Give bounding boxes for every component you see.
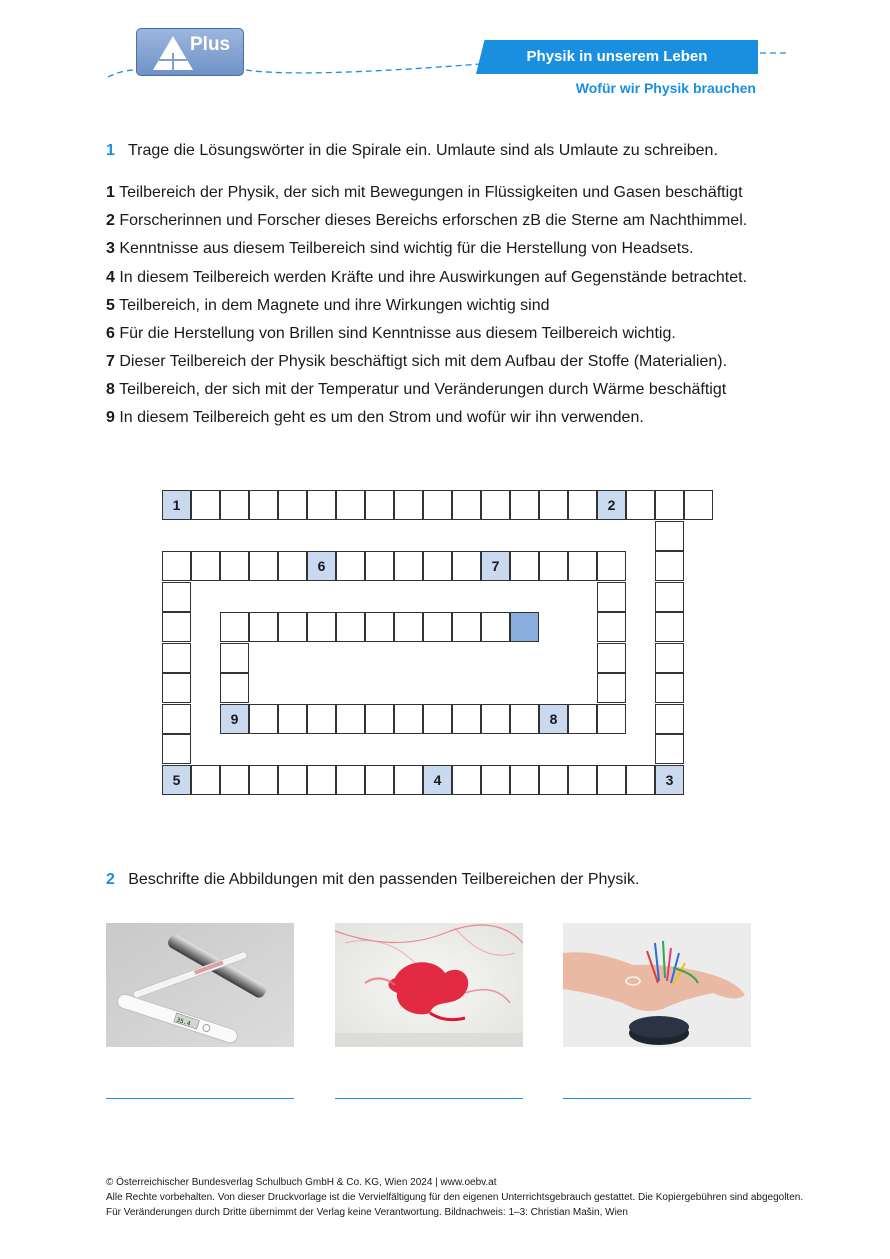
grid-cell-4[interactable]: 4 (423, 765, 452, 795)
grid-cell[interactable] (568, 704, 597, 734)
grid-cell-9[interactable]: 9 (220, 704, 249, 734)
grid-cell[interactable] (481, 765, 510, 795)
grid-cell[interactable] (336, 490, 365, 520)
clue-2: 2 Forscherinnen und Forscher dieses Bereichs erforschen zB die Sterne am Nachthimmel. (106, 212, 748, 229)
grid-cell[interactable] (162, 582, 191, 612)
grid-cell[interactable] (510, 551, 539, 581)
grid-cell[interactable] (162, 551, 191, 581)
task2-text: Beschrifte die Abbildungen mit den passenden Teilbereichen der Physik. (128, 871, 640, 888)
grid-cell[interactable] (278, 704, 307, 734)
grid-cell-5[interactable]: 5 (162, 765, 191, 795)
answer-line-2[interactable] (335, 1098, 523, 1099)
grid-cell-7[interactable]: 7 (481, 551, 510, 581)
grid-cell[interactable] (220, 765, 249, 795)
grid-cell[interactable] (684, 490, 713, 520)
grid-cell-1[interactable]: 1 (162, 490, 191, 520)
footer (106, 1175, 803, 1220)
grid-cell[interactable] (336, 551, 365, 581)
grid-cell[interactable] (568, 490, 597, 520)
footer-credits: Für Veränderungen durch Dritte übernimmt der Verlag keine Verantwortung. Bildnachweis: 1–3: Christian Mašin, Wien (106, 1207, 628, 1218)
grid-cell[interactable] (423, 490, 452, 520)
grid-cell[interactable] (394, 612, 423, 642)
grid-cell[interactable] (655, 521, 684, 551)
grid-cell[interactable] (655, 551, 684, 581)
grid-cell[interactable] (365, 490, 394, 520)
footer-rights: Alle Rechte vorbehalten. Von dieser Druckvorlage ist die Vervielfältigung für den eigenen Unterrichtsgebrauch gestattet. Die Kopiergebühren sind abgegolten. (106, 1192, 804, 1203)
clue-7: 7 Dieser Teilbereich der Physik beschäftigt sich mit dem Aufbau der Stoffe (Materialien). (106, 353, 728, 370)
grid-cell[interactable] (481, 704, 510, 734)
task1-text: Trage die Lösungswörter in die Spirale ein. Umlaute sind als Umlaute zu schreiben. (127, 142, 718, 159)
grid-cell[interactable] (191, 765, 220, 795)
grid-cell[interactable] (307, 612, 336, 642)
grid-cell[interactable] (336, 612, 365, 642)
grid-cell[interactable] (655, 643, 684, 673)
grid-cell[interactable] (394, 704, 423, 734)
grid-cell[interactable] (249, 704, 278, 734)
clue-1: 1 Teilbereich der Physik, der sich mit Bewegungen in Flüssigkeiten und Gasen beschäftigt (106, 184, 743, 201)
grid-cell[interactable] (597, 765, 626, 795)
grid-cell[interactable] (626, 490, 655, 520)
footer-copyright: © Österreichischer Bundesverlag Schulbuch GmbH & Co. KG, Wien 2024 | www.oebv.at (106, 1177, 497, 1188)
grid-cell[interactable] (394, 490, 423, 520)
grid-cell[interactable] (162, 673, 191, 703)
grid-cell[interactable] (452, 765, 481, 795)
grid-cell[interactable] (278, 551, 307, 581)
grid-cell[interactable] (307, 765, 336, 795)
grid-cell[interactable] (452, 551, 481, 581)
grid-cell[interactable] (655, 734, 684, 764)
grid-cell[interactable] (336, 704, 365, 734)
ink-in-water-image (335, 923, 523, 1047)
grid-cell[interactable] (220, 490, 249, 520)
grid-cell[interactable] (220, 612, 249, 642)
thermometer-display: 35.4 (175, 1016, 192, 1028)
grid-cell[interactable] (655, 490, 684, 520)
task2-instruction (106, 871, 639, 889)
grid-cell[interactable] (539, 551, 568, 581)
clue-6: 6 Für die Herstellung von Brillen sind Kenntnisse aus diesem Teilbereich wichtig. (106, 325, 676, 342)
grid-cell[interactable] (539, 490, 568, 520)
grid-cell[interactable] (597, 704, 626, 734)
grid-cell[interactable] (278, 490, 307, 520)
grid-cell[interactable] (510, 490, 539, 520)
spiral-crossword-grid (162, 490, 687, 796)
grid-cell[interactable] (568, 551, 597, 581)
grid-cell[interactable] (655, 673, 684, 703)
grid-cell[interactable] (365, 551, 394, 581)
grid-cell[interactable] (394, 765, 423, 795)
grid-cell[interactable] (220, 673, 249, 703)
grid-cell[interactable] (568, 765, 597, 795)
grid-cell[interactable] (423, 551, 452, 581)
grid-cell[interactable] (365, 612, 394, 642)
grid-cell[interactable] (220, 643, 249, 673)
grid-cell[interactable] (365, 704, 394, 734)
clue-9: 9 In diesem Teilbereich geht es um den Strom und wofür wir ihn verwenden. (106, 409, 644, 426)
grid-cell[interactable] (162, 734, 191, 764)
grid-cell[interactable] (539, 765, 568, 795)
grid-cell[interactable] (597, 612, 626, 642)
thermometers-image (106, 923, 294, 1047)
grid-cell[interactable] (336, 765, 365, 795)
grid-cell[interactable] (307, 490, 336, 520)
answer-line-3[interactable] (563, 1098, 751, 1099)
clue-4: 4 In diesem Teilbereich werden Kräfte und ihre Auswirkungen auf Gegenstände betrachtet. (106, 269, 748, 286)
grid-cell[interactable] (249, 765, 278, 795)
grid-cell[interactable] (655, 704, 684, 734)
grid-cell[interactable] (452, 612, 481, 642)
grid-cell-2[interactable]: 2 (597, 490, 626, 520)
magnet-paperclips-image (563, 923, 751, 1047)
grid-cell[interactable] (220, 551, 249, 581)
grid-cell[interactable] (510, 704, 539, 734)
section-title: Wofür wir Physik brauchen (575, 80, 756, 96)
chapter-title: Physik in unserem Leben (526, 48, 708, 65)
grid-cell[interactable] (249, 490, 278, 520)
grid-cell[interactable] (191, 490, 220, 520)
grid-cell-8[interactable]: 8 (539, 704, 568, 734)
task1-instruction (106, 142, 718, 160)
clue-8: 8 Teilbereich, der sich mit der Temperatur und Veränderungen durch Wärme beschäftigt (106, 381, 727, 398)
logo-text: Plus (190, 34, 231, 55)
grid-cell[interactable] (452, 704, 481, 734)
grid-cell[interactable] (423, 704, 452, 734)
grid-cell[interactable] (481, 612, 510, 642)
grid-cell[interactable] (249, 551, 278, 581)
grid-cell[interactable] (510, 612, 539, 642)
grid-cell-3[interactable]: 3 (655, 765, 684, 795)
task2-number: 2 (106, 871, 115, 888)
grid-cell[interactable] (307, 704, 336, 734)
grid-cell[interactable] (423, 612, 452, 642)
clue-3: 3 Kenntnisse aus diesem Teilbereich sind wichtig für die Herstellung von Headsets. (106, 240, 694, 257)
grid-cell[interactable] (365, 765, 394, 795)
task1-number: 1 (106, 142, 115, 159)
grid-cell[interactable] (394, 551, 423, 581)
grid-cell[interactable] (162, 643, 191, 673)
grid-cell[interactable] (162, 704, 191, 734)
grid-cell[interactable] (626, 765, 655, 795)
grid-cell[interactable] (597, 582, 626, 612)
answer-line-1[interactable] (106, 1098, 294, 1099)
grid-cell[interactable] (249, 612, 278, 642)
grid-cell[interactable] (597, 643, 626, 673)
grid-cell[interactable] (162, 612, 191, 642)
grid-cell[interactable] (481, 490, 510, 520)
grid-cell[interactable] (597, 551, 626, 581)
grid-cell[interactable] (510, 765, 539, 795)
grid-cell[interactable] (191, 551, 220, 581)
grid-cell[interactable] (655, 582, 684, 612)
clue-5: 5 Teilbereich, in dem Magnete und ihre Wirkungen wichtig sind (106, 297, 550, 314)
grid-cell[interactable] (597, 673, 626, 703)
grid-cell-6[interactable]: 6 (307, 551, 336, 581)
grid-cell[interactable] (655, 612, 684, 642)
grid-cell[interactable] (452, 490, 481, 520)
grid-cell[interactable] (278, 765, 307, 795)
grid-cell[interactable] (278, 612, 307, 642)
